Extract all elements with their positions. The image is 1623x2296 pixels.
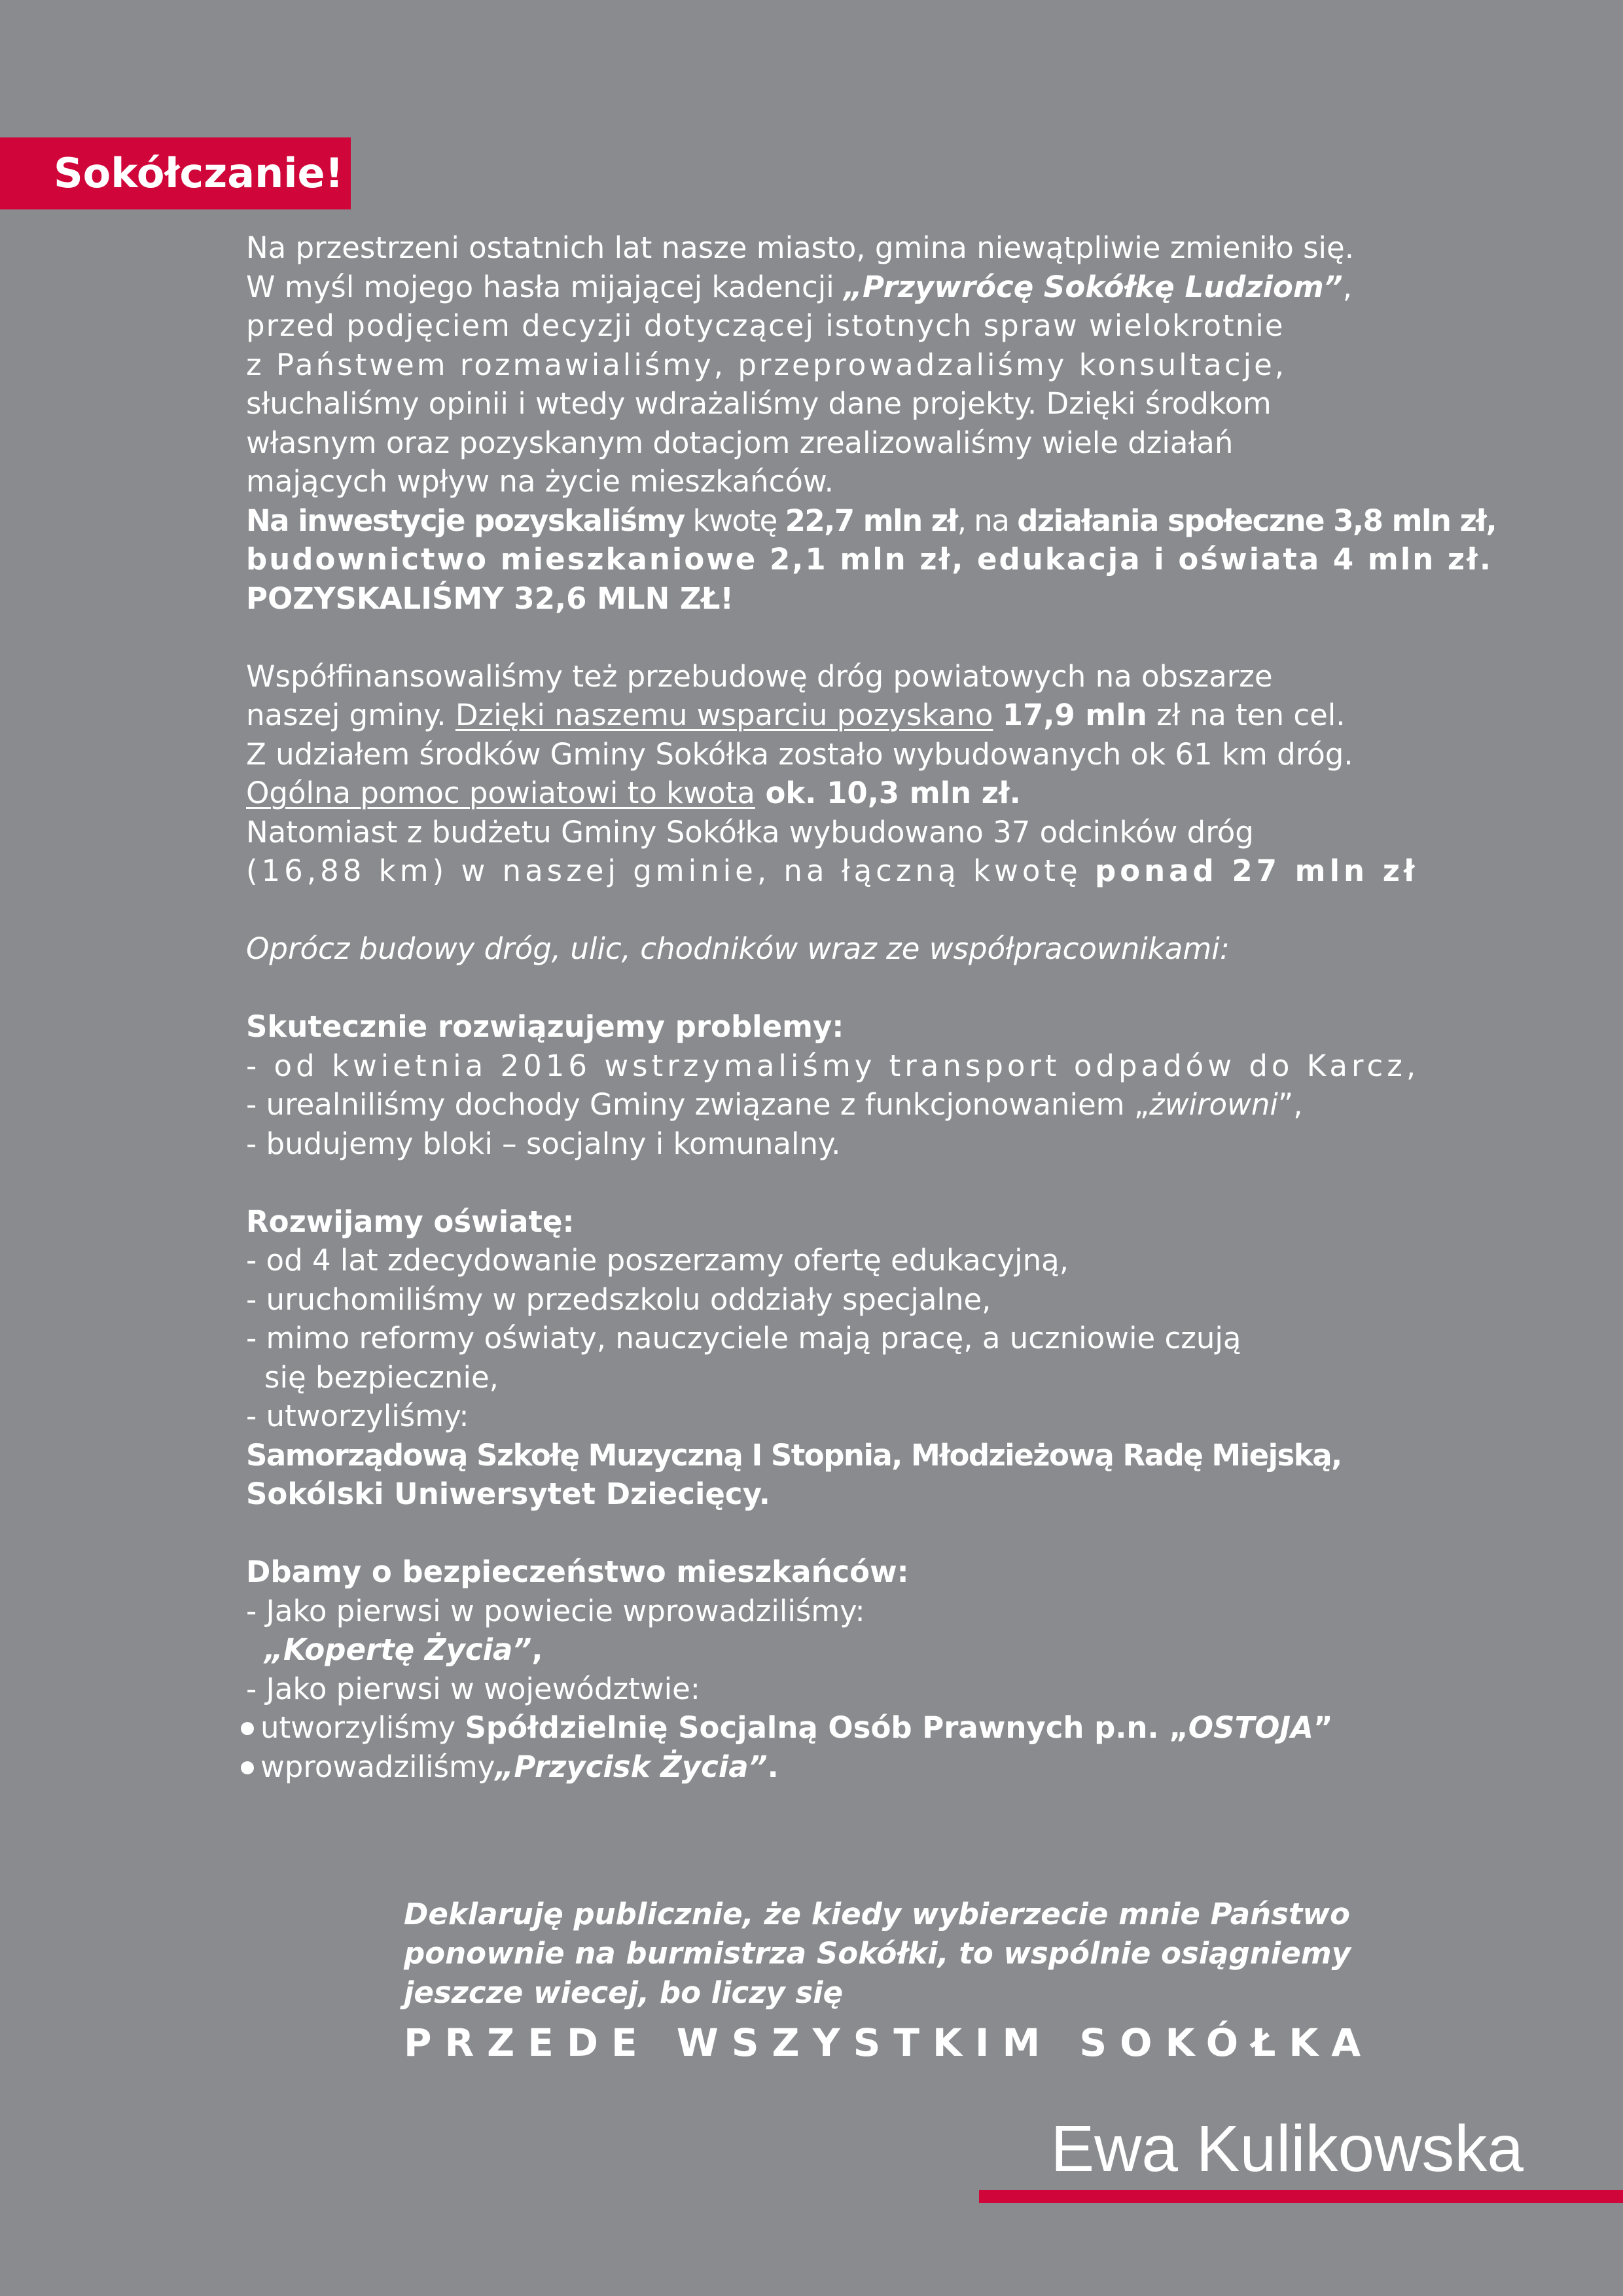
text-span: ”, (1277, 1087, 1303, 1122)
text-span: Na inwestycje pozyskaliśmy (246, 503, 685, 538)
list-item (246, 1085, 1444, 1124)
section-heading: Dbamy o bezpieczeństwo mieszkańców: (246, 1554, 909, 1589)
bullet-item (246, 1708, 1444, 1748)
text-span: . (767, 1749, 779, 1784)
text-line: Sokólski Uniwersytet Dziecięcy. (246, 1477, 770, 1511)
text-span: kwotę (684, 503, 785, 538)
list-item: - Jako pierwsi w powiecie wprowadziliśmy: (246, 1593, 865, 1628)
text-line: jeszcze wiecej, bo liczy się (404, 1975, 844, 2010)
text-line: Samorządową Szkołę Muzyczną I Stopnia, Młodzieżową Radę Miejską, (246, 1437, 1342, 1473)
total-amount: POZYSKALIŚMY 32,6 MLN ZŁ! (246, 581, 734, 616)
declaration (404, 1895, 1516, 2069)
amount: 22,7 mln zł (785, 503, 957, 538)
list-item: - mimo reformy oświaty, nauczyciele mają pracę, a uczniowie czują (246, 1321, 1241, 1355)
amount: 17,9 mln (1002, 698, 1147, 732)
list-item: - od kwietnia 2016 wstrzymaliśmy transport odpadów do Karcz, (246, 1048, 1420, 1083)
amount: działania społeczne 3,8 mln zł, (1017, 503, 1497, 538)
text-span: utworzyliśmy (260, 1710, 465, 1745)
text-line (246, 696, 1444, 735)
slogan: PRZEDE WSZYSTKIM SOKÓŁKA (404, 2020, 1374, 2065)
spacer (246, 969, 1444, 1008)
roads-paragraph (246, 657, 1444, 891)
text-line: Natomiast z budżetu Gminy Sokółka wybudowano 37 odcinków dróg (246, 814, 1254, 850)
list-item (246, 1630, 1444, 1670)
section-heading: Skutecznie rozwiązujemy problemy: (246, 1009, 844, 1044)
text-line: ponownie na burmistrza Sokółki, to wspólnie osiągniemy (404, 1936, 1351, 1971)
problems-section (246, 1007, 1444, 1163)
text-line: budownictwo mieszkaniowe 2,1 mln zł, edukacja i oświata 4 mln zł. (246, 542, 1493, 577)
text-span: , na (957, 503, 1018, 538)
text-line: Na przestrzeni ostatnich lat nasze miasto, gmina niewątpliwie zmieniło się. (246, 230, 1355, 265)
list-item: - od 4 lat zdecydowanie poszerzamy ofertę edukacyjną, (246, 1243, 1069, 1278)
section-heading: Rozwijamy oświatę: (246, 1204, 575, 1239)
text-line: Współfinansowaliśmy też przebudowę dróg powiatowych na obszarze (246, 658, 1273, 694)
text-line: Deklaruję publicznie, że kiedy wybierzecie mnie Państwo (404, 1897, 1350, 1931)
text-span: , (531, 1632, 543, 1667)
text-line: z Państwem rozmawialiśmy, przeprowadzaliśmy konsultacje, (246, 347, 1287, 382)
text-span: Spółdzielnię Socjalną Osób Prawnych p.n. „ (465, 1710, 1188, 1745)
text-span: W myśl mojego hasła mijającej kadencji (246, 269, 844, 304)
list-item: - budujemy bloki – socjalny i komunalny. (246, 1126, 841, 1161)
text-line (246, 501, 1497, 541)
bullet-icon (241, 1761, 254, 1774)
text-line: słuchaliśmy opinii i wtedy wdrażaliśmy dane projekty. Dzięki środkom (246, 386, 1272, 421)
page-title: Sokółczanie! (54, 149, 344, 197)
text-line (246, 852, 1444, 891)
text-span: wprowadziliśmy (260, 1749, 495, 1784)
text-span: - urealniliśmy dochody Gminy związane z funkcjonowaniem „ (246, 1087, 1150, 1122)
spacer (246, 618, 1444, 657)
list-item: - Jako pierwsi w województwie: (246, 1671, 700, 1706)
text-span: (16,88 km) w naszej gminie, na łączną kwotę (246, 853, 1095, 888)
text-line: własnym oraz pozyskanym dotacjom zrealizowaliśmy wiele działań (246, 425, 1234, 460)
signature-underline (979, 2190, 1623, 2203)
text-span: Ogólna pomoc powiatowi to kwota (246, 776, 755, 810)
text-line: Z udziałem środków Gminy Sokółka zostało wybudowanych ok 61 km dróg. (246, 736, 1353, 772)
campaign-slogan: „Przywrócę Sokółkę Ludziom” (844, 269, 1343, 304)
safety-section (246, 1552, 1444, 1786)
spacer (246, 1163, 1444, 1202)
text-line (246, 774, 1444, 813)
letter-body (246, 228, 1497, 1786)
text-line: przed podjęciem decyzji dotyczącej istotnych spraw wielokrotnie (246, 308, 1285, 343)
text-span: „Przycisk Życia” (495, 1749, 768, 1784)
spacer (246, 891, 1444, 930)
text-span: zł na ten cel. (1147, 698, 1346, 732)
list-item: - utworzyliśmy: (246, 1399, 469, 1433)
education-section (246, 1202, 1444, 1514)
amount: ponad 27 mln zł (1094, 853, 1419, 888)
text-span: Dzięki naszemu wsparciu pozyskano (455, 698, 993, 732)
text-span: OSTOJA (1188, 1710, 1313, 1745)
text-span: żwirowni (1149, 1087, 1278, 1122)
bullet-icon (241, 1722, 254, 1735)
text-span: ” (1313, 1710, 1333, 1745)
text-line (246, 268, 1444, 307)
bullet-item (246, 1748, 1444, 1787)
text-span: , (1342, 269, 1353, 304)
text-span: „Kopertę Życia” (264, 1632, 532, 1667)
spacer (246, 1514, 1444, 1553)
amount: ok. 10,3 mln zł. (755, 776, 1021, 810)
section-intro: Oprócz budowy dróg, ulic, chodników wraz ze współpracownikami: (246, 931, 1230, 966)
list-item: się bezpiecznie, (264, 1359, 499, 1395)
list-item: - uruchomiliśmy w przedszkolu oddziały specjalne, (246, 1282, 991, 1317)
text-line: mających wpływ na życie mieszkańców. (246, 464, 834, 499)
text-span (993, 698, 1002, 732)
intro-paragraph (246, 228, 1497, 618)
text-span: naszej gminy. (246, 698, 455, 732)
signature-name: Ewa Kulikowska (1050, 2112, 1524, 2185)
